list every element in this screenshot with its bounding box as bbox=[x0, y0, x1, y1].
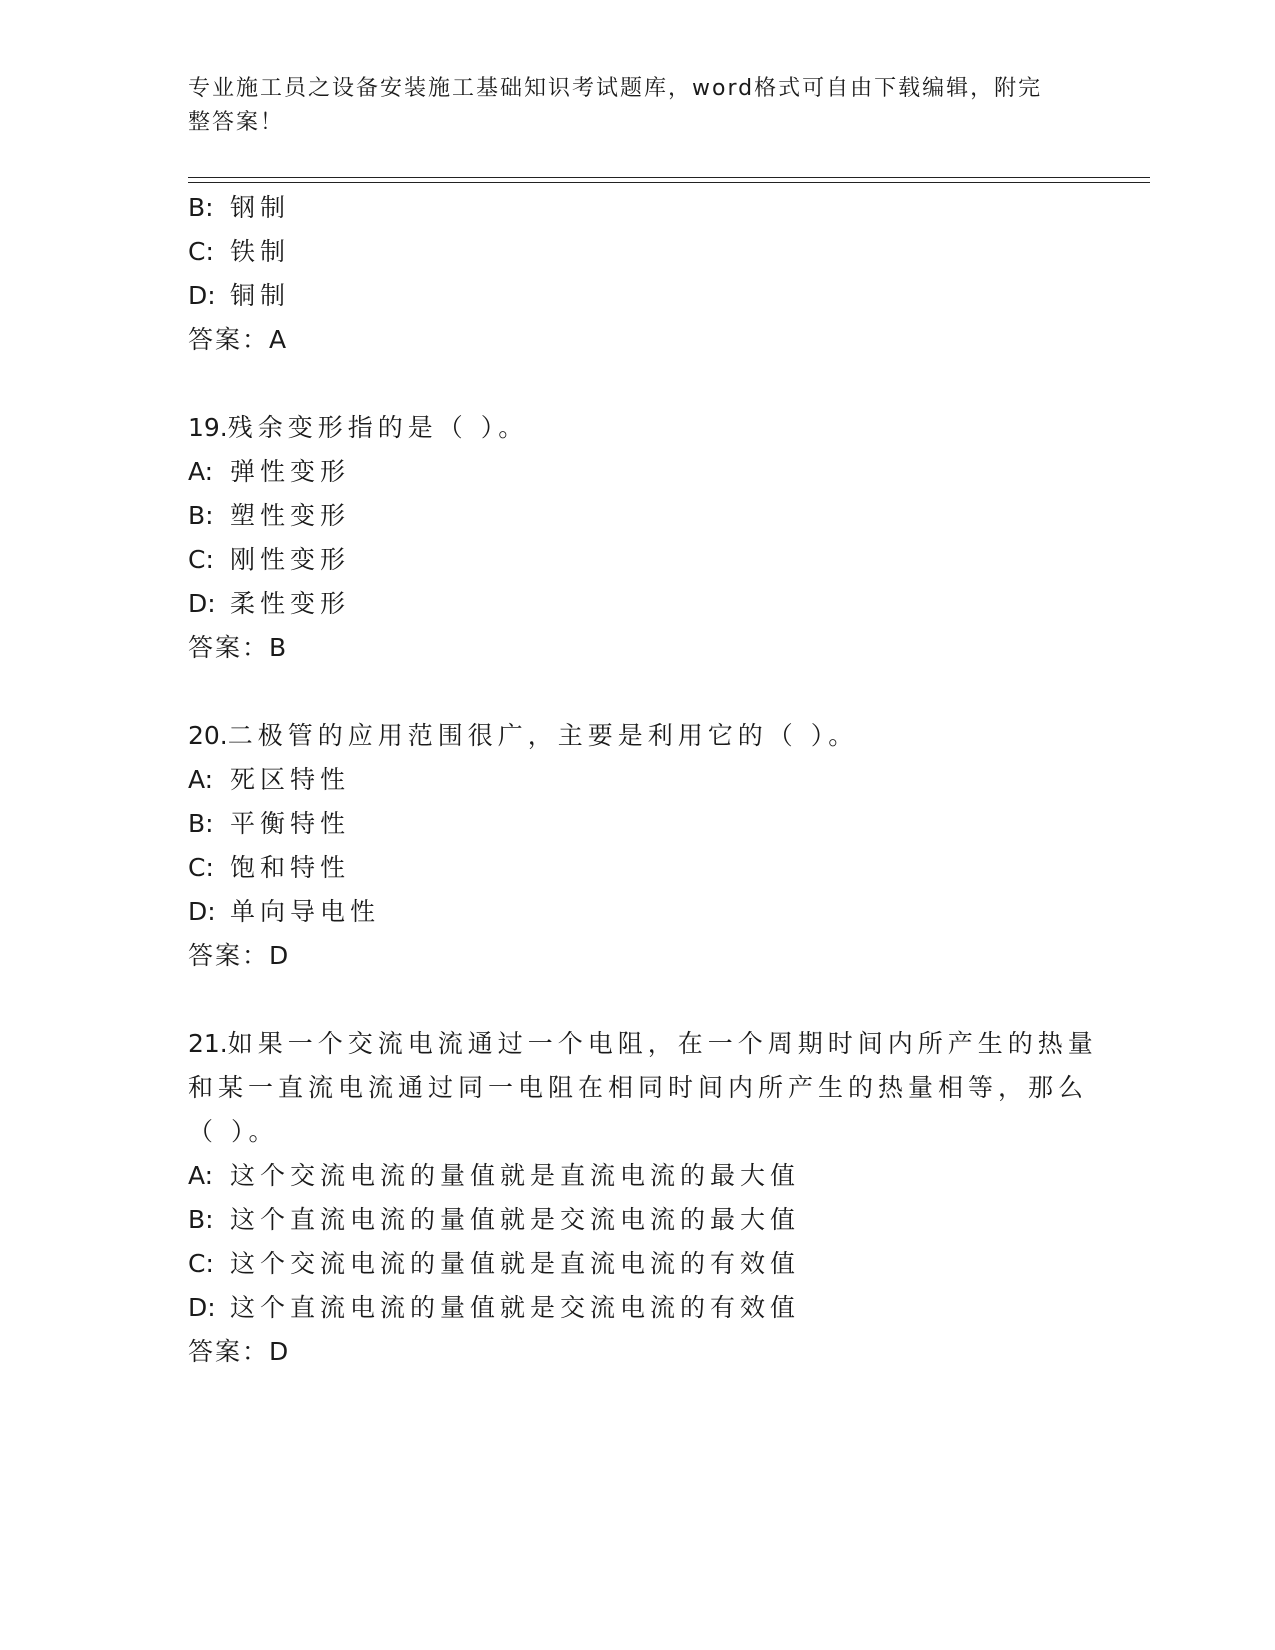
option-text: 平衡特性 bbox=[230, 809, 351, 838]
q21-stem-line-3: （ ）。 bbox=[188, 1117, 279, 1146]
q18-option-c bbox=[188, 229, 290, 275]
q19-option-a bbox=[188, 449, 350, 495]
option-text: 这个交流电流的量值就是直流电流的最大值 bbox=[230, 1161, 801, 1190]
option-key: C: bbox=[188, 237, 214, 266]
option-key: D: bbox=[188, 897, 216, 926]
option-text: 单向导电性 bbox=[230, 897, 381, 926]
q18-option-b bbox=[188, 185, 290, 231]
q20-stem bbox=[188, 713, 858, 759]
q18-option-d bbox=[188, 273, 290, 319]
option-text: 弹性变形 bbox=[230, 457, 351, 486]
option-key: D: bbox=[188, 281, 216, 310]
header-title-line-2: 整答案！ bbox=[188, 110, 285, 135]
q21-option-d bbox=[188, 1285, 800, 1331]
q21-option-b bbox=[188, 1197, 800, 1243]
option-key: B: bbox=[188, 809, 214, 838]
option-key: A: bbox=[188, 765, 214, 794]
option-text: 这个直流电流的量值就是交流电流的最大值 bbox=[230, 1205, 801, 1234]
option-key: C: bbox=[188, 545, 214, 574]
q21-option-a bbox=[188, 1153, 800, 1199]
option-text: 塑性变形 bbox=[230, 501, 351, 530]
q19-option-b bbox=[188, 493, 350, 539]
option-key: B: bbox=[188, 501, 214, 530]
option-text: 这个直流电流的量值就是交流电流的有效值 bbox=[230, 1293, 801, 1322]
q21-stem-line-1 bbox=[188, 1021, 1098, 1067]
option-text: 这个交流电流的量值就是直流电流的有效值 bbox=[230, 1249, 801, 1278]
option-key: D: bbox=[188, 1293, 216, 1322]
option-text: 铁制 bbox=[230, 237, 291, 266]
q20-answer: 答案：D bbox=[188, 941, 291, 970]
q19-stem bbox=[188, 405, 528, 451]
q21-stem-line-2: 和某一直流电流通过同一电阻在相同时间内所产生的热量相等，那么 bbox=[188, 1073, 1089, 1102]
q19-option-d bbox=[188, 581, 350, 627]
header-divider-top bbox=[188, 177, 1150, 178]
option-text: 饱和特性 bbox=[230, 853, 351, 882]
question-number: 19. bbox=[188, 413, 228, 442]
option-key: B: bbox=[188, 1205, 214, 1234]
question-number: 20. bbox=[188, 721, 228, 750]
q20-option-d bbox=[188, 889, 380, 935]
option-text: 钢制 bbox=[230, 193, 291, 222]
header-title-line-1: 专业施工员之设备安装施工基础知识考试题库，word格式可自由下载编辑，附完 bbox=[188, 76, 1043, 101]
question-number: 21. bbox=[188, 1029, 228, 1058]
question-text: 残余变形指的是（ ）。 bbox=[227, 413, 529, 442]
option-key: A: bbox=[188, 1161, 214, 1190]
q18-answer: 答案：A bbox=[188, 325, 289, 354]
option-text: 刚性变形 bbox=[230, 545, 351, 574]
q19-answer: 答案：B bbox=[188, 633, 289, 662]
q21-option-c bbox=[188, 1241, 800, 1287]
document-header bbox=[188, 72, 1088, 140]
option-text: 死区特性 bbox=[230, 765, 351, 794]
q19-option-c bbox=[188, 537, 350, 583]
option-key: B: bbox=[188, 193, 214, 222]
q20-option-c bbox=[188, 845, 350, 891]
q20-option-b bbox=[188, 801, 350, 847]
q20-option-a bbox=[188, 757, 350, 803]
option-key: A: bbox=[188, 457, 214, 486]
option-text: 柔性变形 bbox=[230, 589, 351, 618]
q21-answer: 答案：D bbox=[188, 1337, 291, 1366]
question-text: 二极管的应用范围很广，主要是利用它的（ ）。 bbox=[227, 721, 859, 750]
option-key: C: bbox=[188, 853, 214, 882]
header-divider-bottom bbox=[188, 182, 1150, 183]
option-key: D: bbox=[188, 589, 216, 618]
option-key: C: bbox=[188, 1249, 214, 1278]
question-text: 如果一个交流电流通过一个电阻，在一个周期时间内所产生的热量 bbox=[227, 1029, 1098, 1058]
option-text: 铜制 bbox=[230, 281, 291, 310]
